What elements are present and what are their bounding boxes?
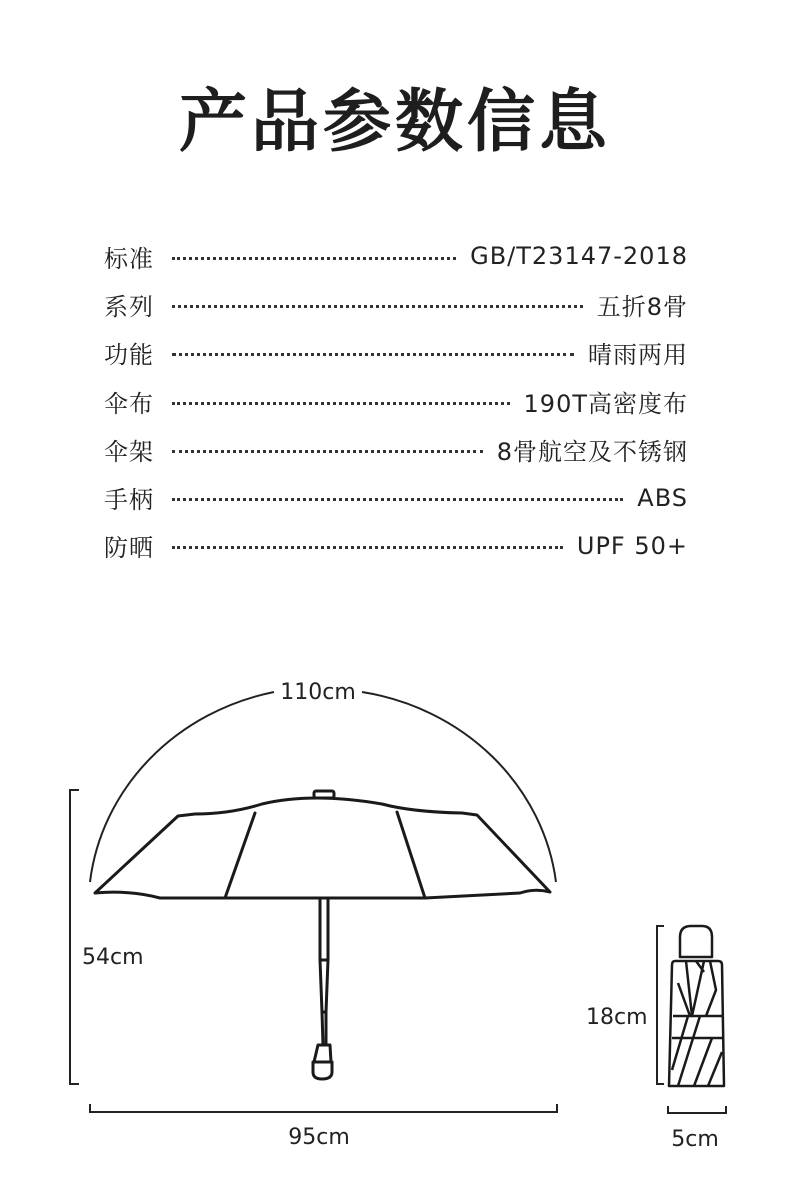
spec-value: GB/T23147-2018 <box>470 242 688 271</box>
spec-row-standard <box>104 232 688 280</box>
dotted-leader <box>172 305 583 308</box>
arc-dimension-line <box>90 692 274 882</box>
spec-label: 防晒 <box>104 534 154 563</box>
arc-dimension-line <box>362 692 556 882</box>
spec-label: 手柄 <box>104 486 154 515</box>
folded-width-label: 5cm <box>671 1127 719 1152</box>
width-label: 95cm <box>288 1125 350 1150</box>
spec-row-function <box>104 329 688 377</box>
spec-value: 8骨航空及不锈钢 <box>496 437 688 466</box>
arc-length-label: 110cm <box>280 680 356 705</box>
spec-label: 伞架 <box>104 437 154 466</box>
spec-row-handle <box>104 473 688 521</box>
spec-value: ABS <box>637 483 688 512</box>
folded-length-label: 18cm <box>586 1005 648 1030</box>
width-dimension-line <box>90 1104 557 1112</box>
height-dimension-line <box>70 790 79 1084</box>
spec-label: 伞布 <box>104 389 154 418</box>
dotted-leader <box>172 353 574 356</box>
umbrella-dimension-diagram <box>0 640 790 1186</box>
folded-width-dimension-line <box>668 1106 726 1113</box>
dotted-leader <box>172 257 456 260</box>
spec-row-frame <box>104 425 688 473</box>
spec-label: 系列 <box>104 292 154 321</box>
open-umbrella-icon <box>95 791 550 1079</box>
spec-label: 标准 <box>104 244 154 273</box>
folded-umbrella-icon <box>669 926 724 1086</box>
spec-list <box>104 232 688 570</box>
dotted-leader <box>172 498 623 501</box>
spec-value: 晴雨两用 <box>588 341 688 370</box>
spec-value: 五折8骨 <box>596 292 688 321</box>
folded-length-dimension-line <box>657 926 664 1084</box>
spec-value: 190T高密度布 <box>523 389 688 418</box>
dotted-leader <box>172 546 563 549</box>
page-title: 产品参数信息 <box>178 83 611 162</box>
spec-value: UPF 50+ <box>576 531 688 560</box>
spec-label: 功能 <box>104 341 154 370</box>
spec-row-uv <box>104 522 688 570</box>
spec-row-fabric <box>104 377 688 425</box>
spec-row-series <box>104 280 688 328</box>
dotted-leader <box>172 402 510 405</box>
height-label: 54cm <box>82 945 144 970</box>
dotted-leader <box>172 450 483 453</box>
